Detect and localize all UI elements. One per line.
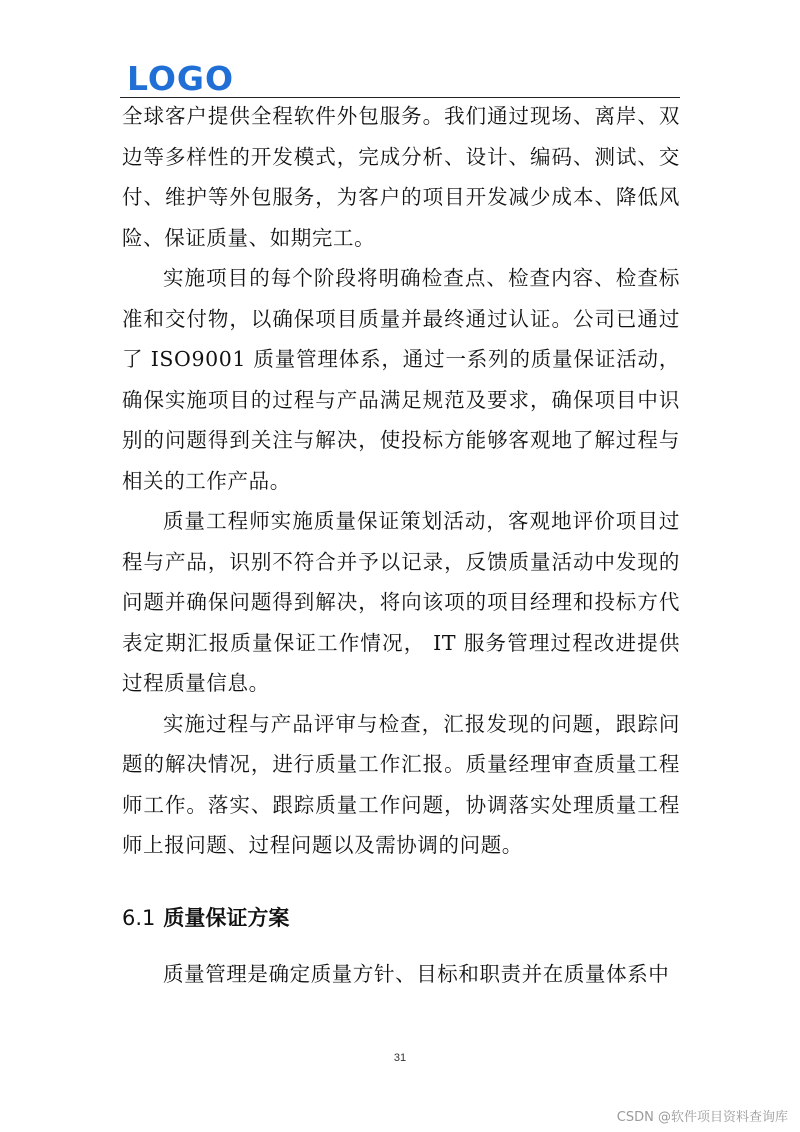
paragraph-1: 全球客户提供全程软件外包服务。我们通过现场、离岸、双边等多样性的开发模式，完成分析、设计、编码、测试、交付、维护等外包服务，为客户的项目开发减少成本、降低风险、保证质量、如期完工。 — [122, 104, 680, 250]
paragraph-2: 实施项目的每个阶段将明确检查点、检查内容、检查标准和交付物，以确保项目质量并最终通过认证。公司已通过了 ISO9001 质量管理体系，通过一系列的质量保证活动，确保实施项目的过程与产品满足规范及要求，确保项目中识别的问题得到关注与解决，使投标方能够客观地了解过程与相关的工作产品。 — [122, 266, 680, 493]
watermark: CSDN @软件项目资料查询库 — [616, 1110, 788, 1125]
section-heading — [122, 900, 680, 936]
document-body — [122, 96, 680, 994]
section-number: 6.1 — [122, 905, 156, 930]
section-title: 质量保证方案 — [163, 905, 290, 930]
company-logo: LOGO — [127, 59, 235, 98]
paragraph-3: 质量工程师实施质量保证策划活动，客观地评价项目过程与产品，识别不符合并予以记录，反馈质量活动中发现的问题并确保问题得到解决，将向该项的项目经理和投标方代表定期汇报质量保证工作情况， IT 服务管理过程改进提供过程质量信息。 — [122, 509, 680, 695]
page-number: 31 — [393, 1052, 407, 1064]
paragraph-4: 实施过程与产品评审与检查，汇报发现的问题，跟踪问题的解决情况，进行质量工作汇报。质量经理审查质量工程师工作。落实、跟踪质量工作问题，协调落实处理质量工程师上报问题、过程问题以及需协调的问题。 — [122, 711, 680, 857]
section-paragraph: 质量管理是确定质量方针、目标和职责并在质量体系中 — [163, 961, 670, 986]
